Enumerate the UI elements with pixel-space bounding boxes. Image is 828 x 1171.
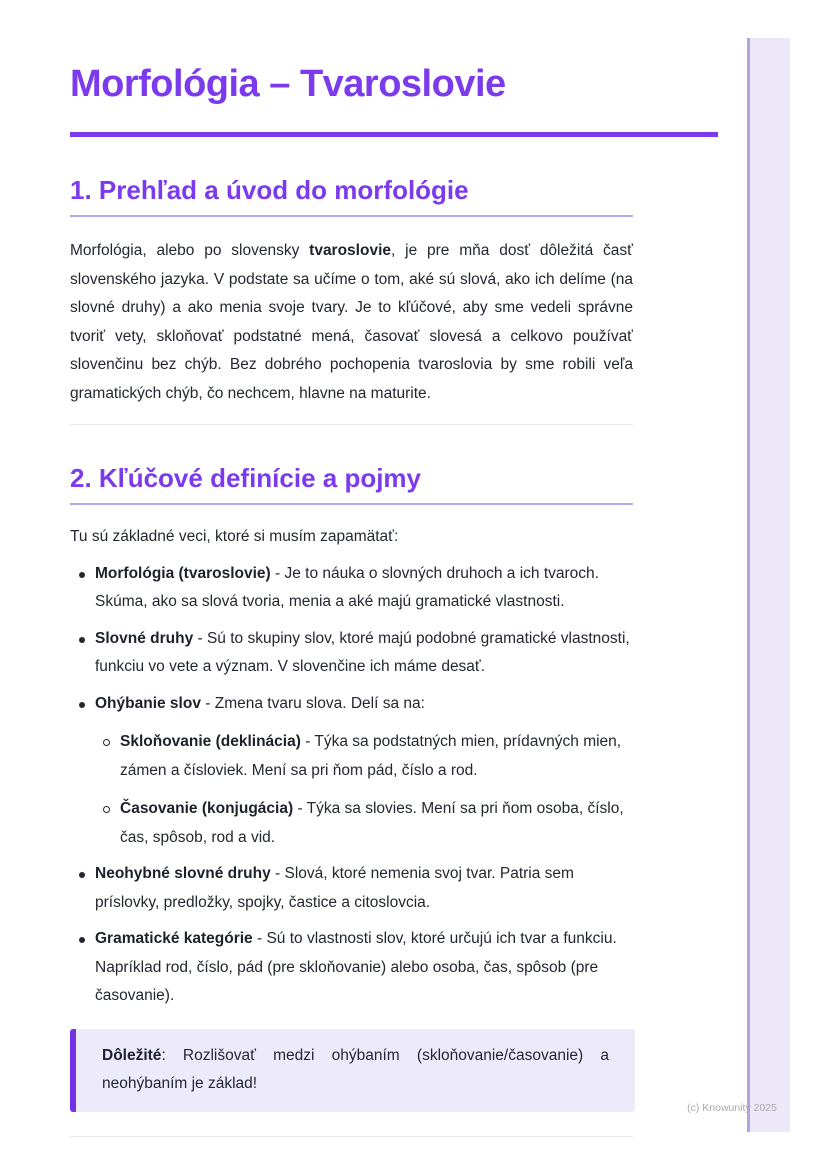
section-definitions [70,463,718,1112]
list-item [70,560,633,617]
term: Ohýbanie slov [95,694,201,712]
paragraph-bold-term: tvaroslovie [309,242,392,259]
sub-list-item [95,728,633,785]
page-title: Morfológia – Tvaroslovie [70,63,506,105]
definition: - Týka sa slovies. Mení sa pri ňom osoba, číslo, čas, spôsob, rod a vid. [120,800,624,846]
important-callout [70,1029,635,1112]
term: Slovné druhy [95,629,194,647]
section-1-underline [70,215,633,217]
term: Gramatické kategórie [95,930,253,947]
list-item [70,925,633,1011]
definition: - Sú to vlastnosti slov, ktoré určujú ich tvar a funkciu. Napríklad rod, číslo, pád (pre skloňovanie) alebo osoba, čas, spôsob (pre časovanie). [95,930,617,1004]
term: Morfológia (tvaroslovie) [95,564,271,582]
paragraph-text: Morfológia, alebo po slovensky [70,242,310,259]
callout-text [102,1042,609,1099]
term: Neohybné slovné druhy [95,865,271,882]
list-item [70,860,633,917]
list-item [70,690,633,853]
sub-list [95,728,633,852]
copyright-note: (c) Knowunity 2025 [687,1102,777,1114]
definitions-intro: Tu sú základné veci, ktoré si musím zapamätať: [70,528,399,545]
definition: - Slová, ktoré nemenia svoj tvar. Patria sem príslovky, predložky, spojky, častice a citoslovcia. [95,865,574,911]
bottom-divider [70,1136,633,1137]
page-edge-strip [747,38,790,1132]
overview-paragraph [70,237,633,408]
sub-list-item [95,795,633,852]
term: Skloňovanie (deklinácia) [120,733,301,750]
section-divider [70,424,633,425]
section-1-heading: 1. Prehľad a úvod do morfológie [70,175,469,205]
list-item [70,625,633,682]
section-overview [70,175,718,408]
callout-label: Dôležité [102,1046,162,1064]
page-content [70,62,718,1137]
paragraph-text: , je pre mňa dosť dôležitá časť slovenského jazyka. V podstate sa učíme o tom, aké sú slová, ako ich delíme (na slovné druhy) a ako menia svoje tvary. Je to kľúčové, aby sme vedeli správne tvoriť vety, skloňovať podstatné mená, časovať slovesá a celkovo používať slovenčinu bez chýb. Bez dobrého pochopenia tvaroslovia by sme robili veľa gramatických chýb, čo nechcem, hlavne na maturite. [70,242,633,402]
definitions-list [70,560,633,1011]
term: Časovanie (konjugácia) [120,800,294,817]
title-rule [70,132,718,137]
definition: - Sú to skupiny slov, ktoré majú podobné gramatické vlastnosti, funkciu vo vete a význam. V slovenčine ich máme desať. [95,629,630,675]
definition: - Je to náuka o slovných druhoch a ich tvaroch. Skúma, ako sa slová tvoria, menia a aké majú gramatické vlastnosti. [95,564,599,610]
definition: - Týka sa podstatných mien, prídavných mien, zámen a čísloviek. Mení sa pri ňom pád, číslo a rod. [120,733,622,779]
section-2-underline [70,503,633,505]
section-2-heading: 2. Kľúčové definície a pojmy [70,463,422,493]
definition: - Zmena tvaru slova. Delí sa na: [200,694,425,712]
callout-body: : Rozlišovať medzi ohýbaním (skloňovanie/časovanie) a neohýbaním je základ! [102,1046,609,1092]
